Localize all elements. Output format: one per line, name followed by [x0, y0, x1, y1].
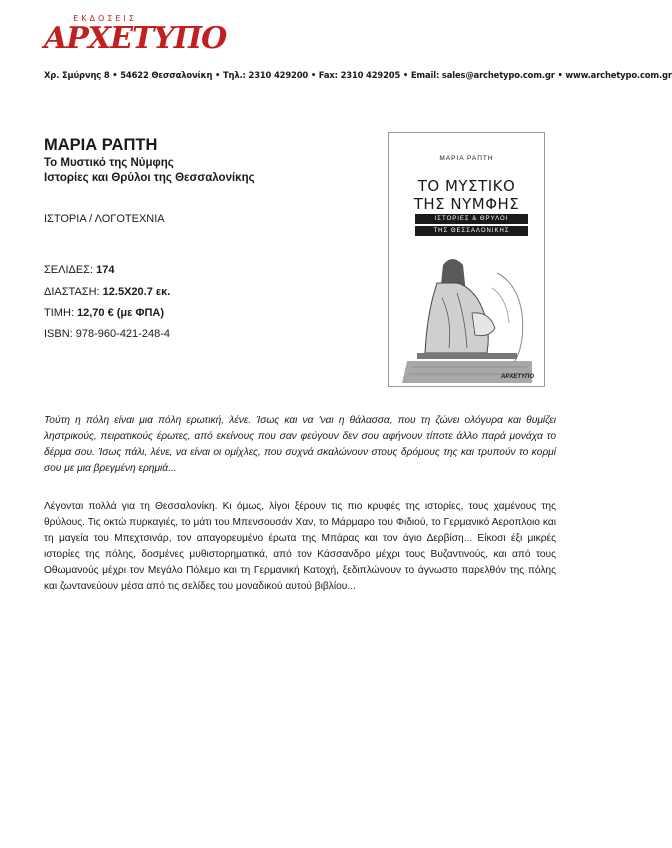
- publisher-logo: [44, 14, 227, 62]
- cover-illustration: [397, 243, 537, 383]
- book-subtitle: Ιστορίες και Θρύλοι της Θεσσαλονίκης: [44, 172, 255, 184]
- spec-size-label: ΔΙΑΣΤΑΣΗ:: [44, 286, 100, 298]
- spec-size-value: 12.5Χ20.7 εκ.: [102, 286, 171, 298]
- spec-isbn: ISBN: 978-960-421-248-4: [44, 328, 170, 340]
- logo-main-text: ΑΡΧΕΤΥΠΟ: [44, 21, 227, 56]
- spec-price-value: 12,70 € (με ΦΠΑ): [77, 307, 165, 319]
- cover-publisher: ΑΡΧΕΤΥΠΟ: [501, 374, 534, 380]
- spec-price: [44, 307, 164, 319]
- cover-band-2: ΤΗΣ ΘΕΣΣΑΛΟΝΙΚΗΣ: [415, 226, 528, 236]
- cover-title-line1: ΤΟ ΜΥΣΤΙΚΟ: [417, 177, 516, 195]
- book-category: ΙΣΤΟΡΙΑ / ΛΟΓΟΤΕΧΝΙΑ: [44, 213, 165, 225]
- spec-pages: [44, 264, 115, 276]
- book-cover: [388, 132, 545, 387]
- description-body: Λέγονται πολλά για τη Θεσσαλονίκη. Κι όμως, λίγοι ξέρουν τις πιο κρυφές της ιστορίες, τους χαμένους της θρύλους. Τις οκτώ πυρκαγιές, το μάτι του Μπενσουσάν Χαν, το Μάρμαρο του Φιδιού, το Γερμανικό Αεροπλοιο και τη μαγεία του Μπεχτσινάρ, τον απαγορευμένο έρωτα της Μπάρας και τον άγιο Δερβίση... Είκοσι έξι μικρές ιστορίες της πόλης, δοσμένες μυθιστορηματικά, από τον Κάσσανδρο μέχρι τους Βυζαντινούς, και από τους Οθωμανούς μέχρι τον Μεγάλο Πόλεμο και τη Γερμανική Κατοχή, ξεδιπλώνουν το άγνωστο παρελθόν της πόλης και ζωντανεύουν μέσα από τις σελίδες του μοναδικού αυτού βιβλίου...: [44, 501, 556, 592]
- logo-top-text: ΕΚΔΟΣΕΙΣ: [73, 14, 137, 23]
- spec-price-label: ΤΙΜΗ:: [44, 307, 74, 319]
- book-title: Το Μυστικό της Νύμφης: [44, 157, 174, 169]
- spec-pages-value: 174: [96, 264, 115, 276]
- description-quote: Τούτη η πόλη είναι μια πόλη ερωτική, λένε. Ίσως και να 'ναι η θάλασσα, που τη ζώνει ολόγυρα και θυμίζει ληστρικούς, πειρατικούς έρωτες, από εκείνους που σαν φεύγουν δεν σου αφήνουν τίποτε άλλο παρά μονάχα το δέρμα σου. Ίσως πάλι, λένε, να είναι οι ομίχλες, που συχνά σκαλώνουν στους δρόμους της και τρυπούν το κορμί σου με μια βρεγμένη ερημιά...: [44, 415, 556, 474]
- publisher-contact: Χρ. Σμύρνης 8 • 54622 Θεσσαλονίκη • Τηλ.: 2310 429200 • Fax: 2310 429205 • Email: sales@archetypo.com.gr • www.archetypo.com.gr: [44, 70, 672, 80]
- cover-author: ΜΑΡΙΑ ΡΑΠΤΗ: [439, 155, 494, 162]
- spec-pages-label: ΣΕΛΙΔΕΣ:: [44, 264, 94, 276]
- spec-size: [44, 286, 170, 298]
- cover-band-1: ΙΣΤΟΡΙΕΣ & ΘΡΥΛΟΙ: [415, 214, 528, 224]
- book-author: ΜΑΡΙΑ ΡΑΠΤΗ: [44, 136, 158, 154]
- cover-title-line2: ΤΗΣ ΝΥΜΦΗΣ: [413, 195, 520, 213]
